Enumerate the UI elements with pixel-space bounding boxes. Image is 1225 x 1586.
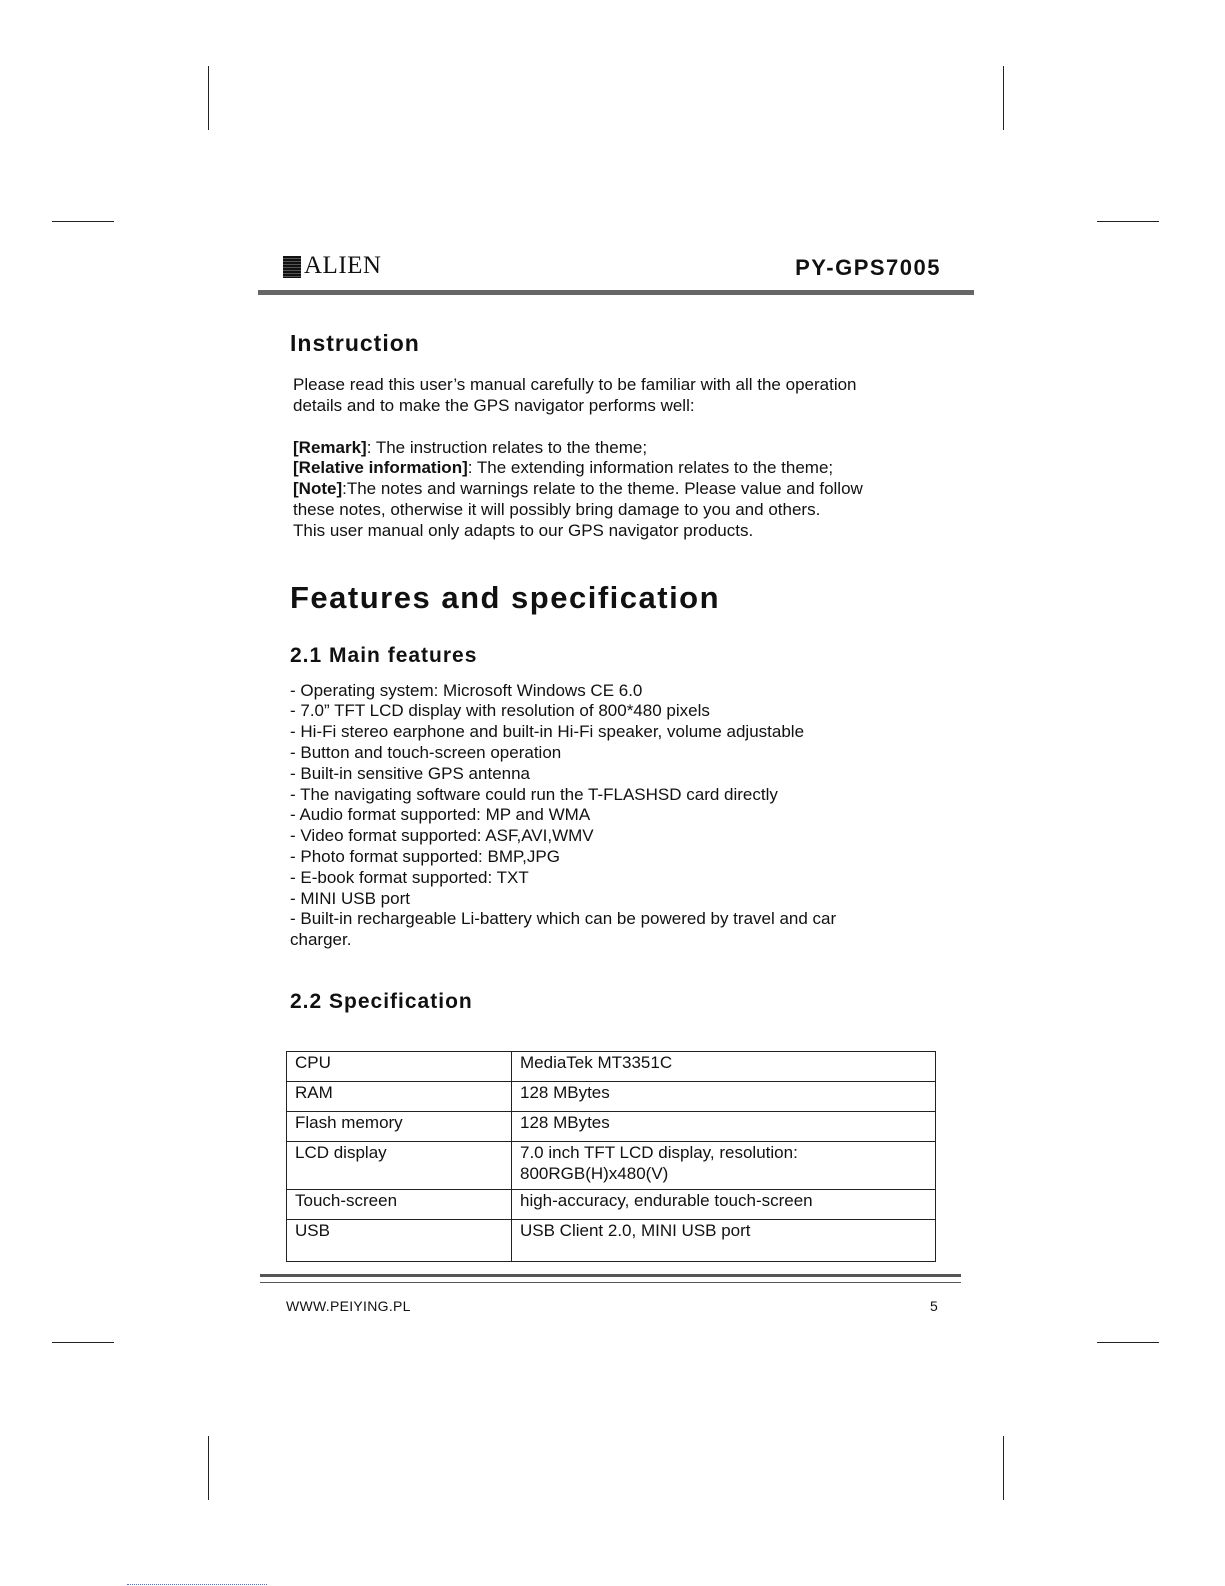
spec-value: 128 MBytes <box>512 1112 936 1142</box>
crop-mark <box>1003 1436 1004 1500</box>
list-item: - Built-in rechargeable Li-battery which can be powered by travel and car <box>290 909 837 929</box>
crop-mark <box>52 221 114 222</box>
crop-mark <box>208 1436 209 1500</box>
spec-key: LCD display <box>287 1142 512 1190</box>
note-line <box>293 479 950 500</box>
features-list <box>290 681 950 951</box>
table-row <box>287 1190 936 1220</box>
remark-line <box>293 438 950 459</box>
list-item: - Button and touch-screen operation <box>290 742 562 762</box>
remark-label: [Remark] <box>293 437 367 457</box>
crop-mark <box>208 66 209 130</box>
intro-line: details and to make the GPS navigator performs well: <box>293 395 695 415</box>
spec-key: Flash memory <box>287 1112 512 1142</box>
spec-key: CPU <box>287 1052 512 1082</box>
remark-text: : The instruction relates to the theme; <box>366 437 648 457</box>
instruction-intro <box>290 375 950 542</box>
model-number: PY-GPS7005 <box>795 255 941 280</box>
table-row <box>287 1220 936 1262</box>
main-features-heading: 2.1 Main features <box>290 643 478 667</box>
crop-mark <box>1003 66 1004 130</box>
table-row <box>287 1142 936 1190</box>
list-item: - Built-in sensitive GPS antenna <box>290 763 531 783</box>
header-divider <box>258 290 974 295</box>
note-label: [Note] <box>293 479 343 499</box>
list-item: - E-book format supported: TXT <box>290 867 529 887</box>
page-number: 5 <box>930 1298 938 1314</box>
spec-value: MediaTek MT3351C <box>512 1052 936 1082</box>
adapt-line: This user manual only adapts to our GPS navigator products. <box>293 520 754 540</box>
list-item: - Operating system: Microsoft Windows CE 6.0 <box>290 680 643 700</box>
note-continuation: these notes, otherwise it will possibly bring damage to you and others. <box>293 499 821 519</box>
crop-mark <box>1097 221 1159 222</box>
crop-mark <box>1097 1342 1159 1343</box>
logo-mark-icon <box>283 256 301 278</box>
spec-value-line: 7.0 inch TFT LCD display, resolution: <box>520 1143 798 1162</box>
specification-heading: 2.2 Specification <box>290 989 473 1013</box>
footer-divider <box>260 1282 961 1283</box>
spec-value <box>512 1142 936 1190</box>
spec-value: 128 MBytes <box>512 1082 936 1112</box>
brand-logo <box>283 254 381 278</box>
relative-text: : The extending information relates to the theme; <box>467 458 834 478</box>
note-text: :The notes and warnings relate to the theme. Please value and follow <box>342 479 863 499</box>
list-item: - 7.0” TFT LCD display with resolution of 800*480 pixels <box>290 701 710 721</box>
table-row <box>287 1052 936 1082</box>
features-heading: Features and specification <box>290 579 721 615</box>
spec-value: USB Client 2.0, MINI USB port <box>512 1220 936 1262</box>
list-item: - Video format supported: ASF,AVI,WMV <box>290 826 594 846</box>
instruction-heading: Instruction <box>290 330 420 356</box>
table-row <box>287 1082 936 1112</box>
intro-line: Please read this user’s manual carefully to be familiar with all the operation <box>293 375 857 394</box>
list-item: - Photo format supported: BMP,JPG <box>290 846 560 866</box>
brand-name: ALIEN <box>304 252 382 279</box>
spec-key: USB <box>287 1220 512 1262</box>
spec-value-line: 800RGB(H)x480(V) <box>520 1164 669 1183</box>
list-item: - Audio format supported: MP and WMA <box>290 805 591 825</box>
spec-key: RAM <box>287 1082 512 1112</box>
list-item: - Hi-Fi stereo earphone and built-in Hi-Fi speaker, volume adjustable <box>290 722 805 742</box>
crop-mark <box>52 1342 114 1343</box>
page-content <box>290 326 950 1017</box>
spec-key: Touch-screen <box>287 1190 512 1220</box>
relative-line <box>293 458 950 479</box>
footer-divider <box>260 1274 961 1277</box>
footer-website: WWW.PEIYING.PL <box>286 1298 411 1314</box>
list-item: - The navigating software could run the T-FLASHSD card directly <box>290 784 778 804</box>
relative-label: [Relative information] <box>293 458 468 478</box>
list-item: - MINI USB port <box>290 888 410 908</box>
table-row <box>287 1112 936 1142</box>
spec-value: high-accuracy, endurable touch-screen <box>512 1190 936 1220</box>
page-header <box>283 250 941 282</box>
list-item: charger. <box>290 930 352 950</box>
specification-table <box>286 1051 936 1262</box>
